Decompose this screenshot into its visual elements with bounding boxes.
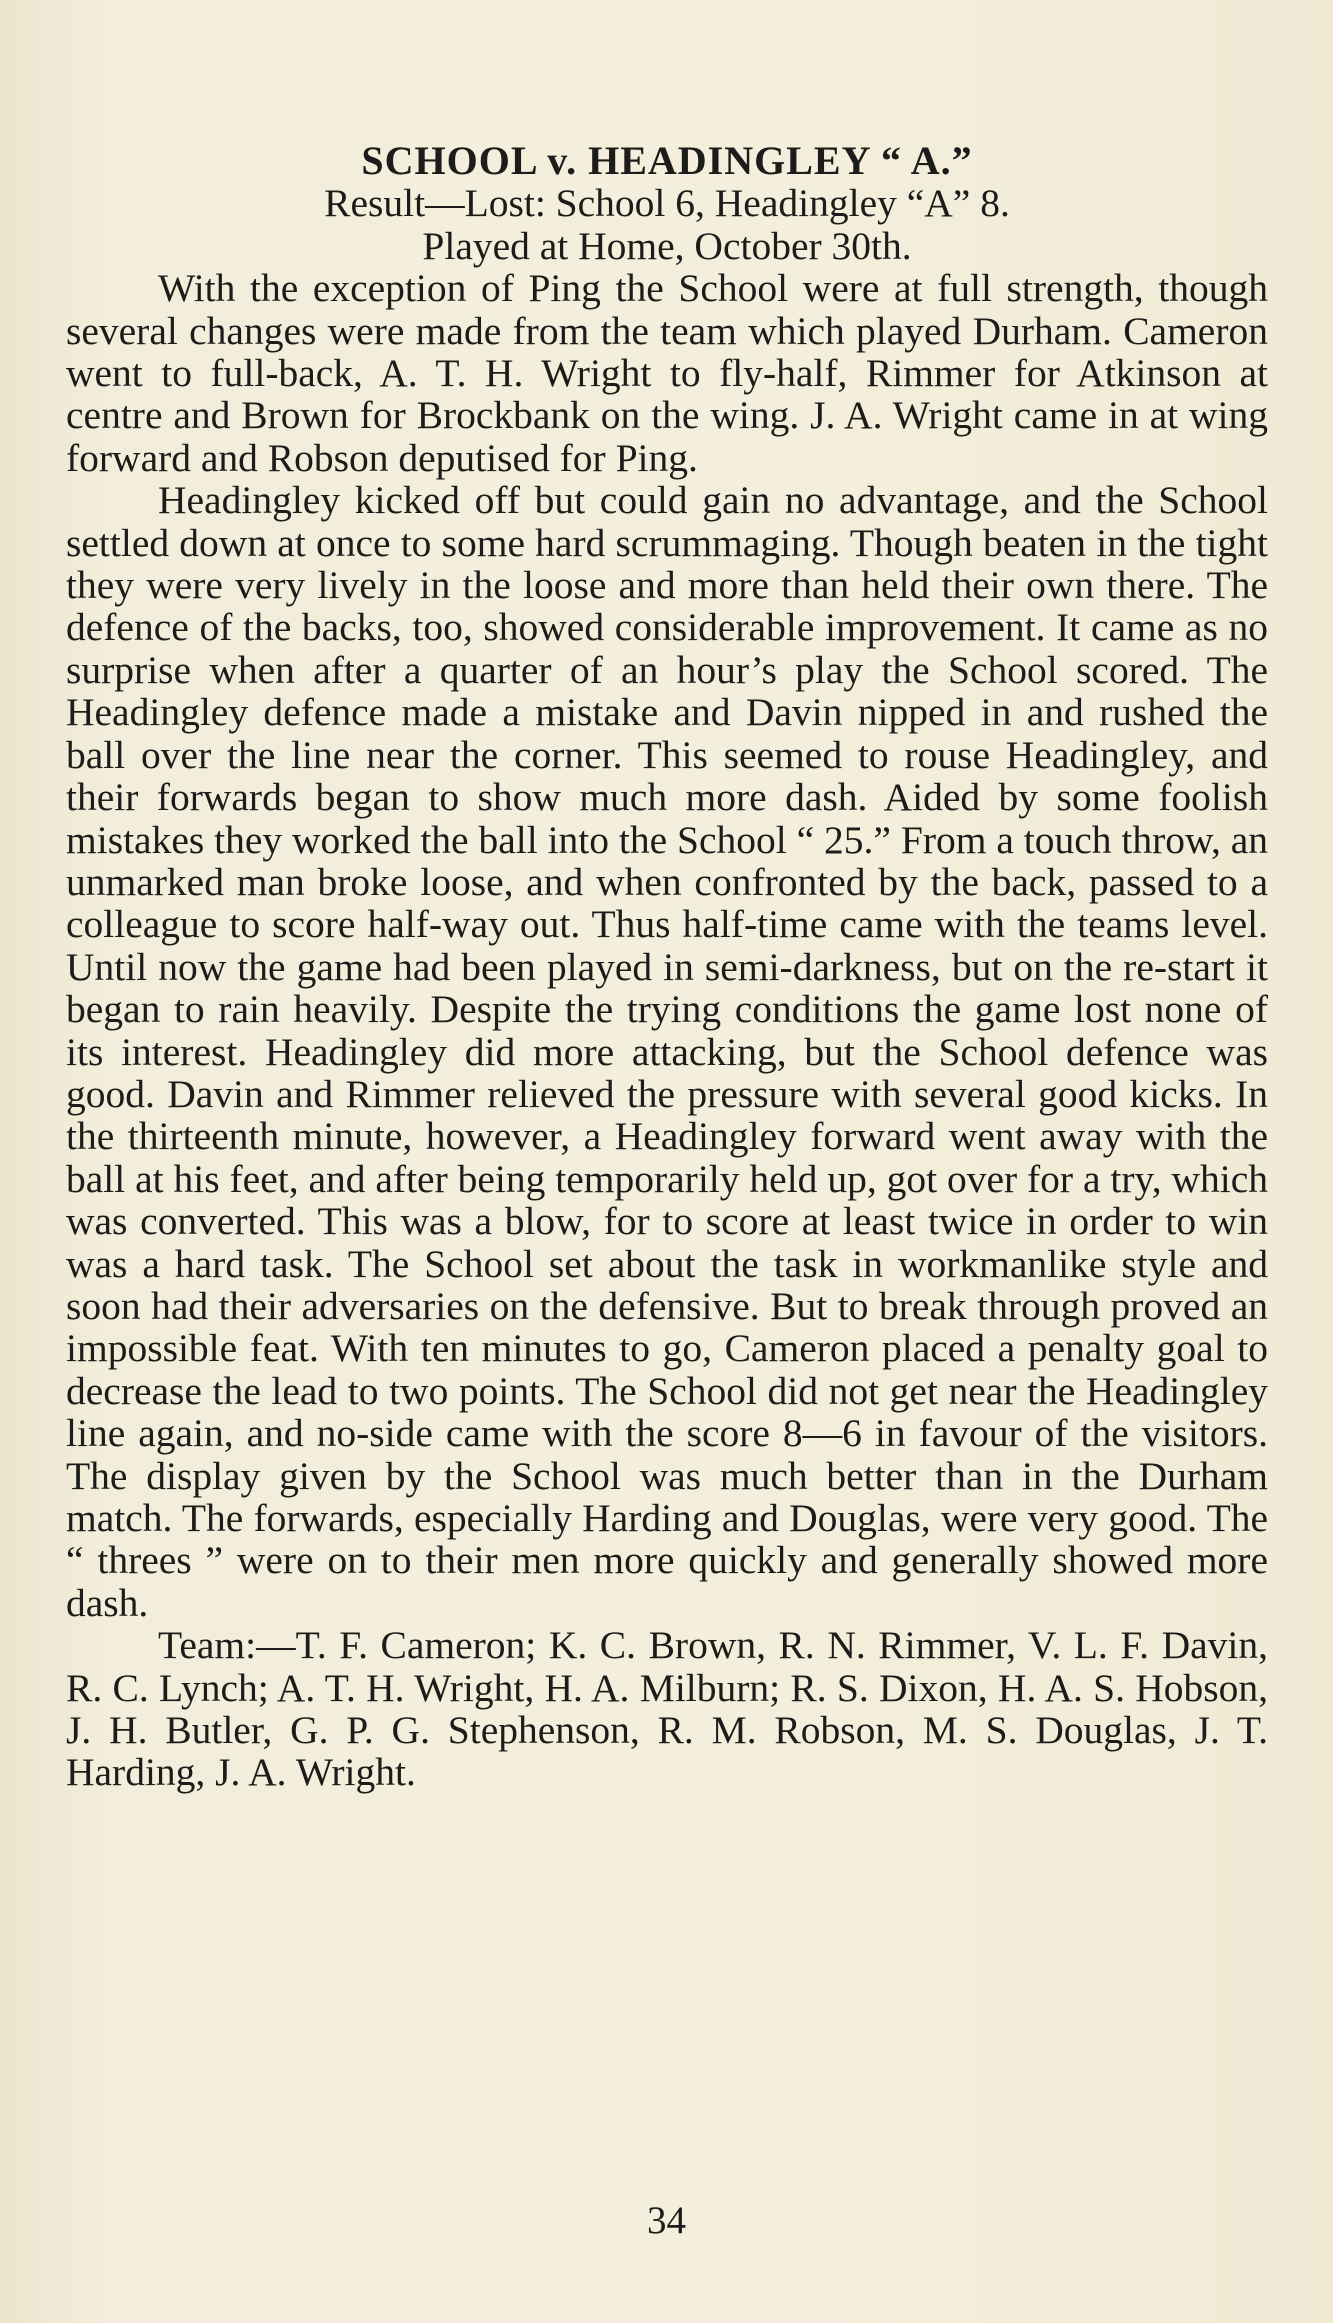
article-body <box>66 140 1268 1794</box>
match-result: Result—Lost: School 6, Headingley “A” 8. <box>324 181 1010 226</box>
paragraph-match-report: Headingley kicked off but could gain no advantage, and the School settled down at once to some hard scrummaging. Though beaten in the tight they were very lively in the loose and more than held their own there. The defence of the backs, too, showed considerable improvement. It came as no surprise when after a quarter of an hour’s play the School scored. The Headingley defence made a mistake and Davin nipped in and rushed the ball over the line near the corner. This seemed to rouse Headingley, and their forwards began to show much more dash. Aided by some foolish mistakes they worked the ball into the School “ 25.” From a touch throw, an unmarked man broke loose, and when confronted by the back, passed to a colleague to score half-way out. Thus half-time came with the teams level. Until now the game had been played in semi-darkness, but on the re-start it began to rain heavily. Despite the trying conditions the game lost none of its interest. Headingley did more attacking, but the School defence was good. Davin and Rimmer relieved the pressure with several good kicks. In the thirteenth minute, however, a Headingley forward went away with the ball at his feet, and after being temporarily held up, got over for a try, which was converted. This was a blow, for to score at least twice in order to win was a hard task. The School set about the task in workmanlike style and soon had their adversaries on the defensive. But to break through proved an impossible feat. With ten minutes to go, Cameron placed a penalty goal to decrease the lead to two points. The School did not get near the Headingley line again, and no-side came with the score 8—6 in favour of the visitors. The display given by the School was much better than in the Durham match. The forwards, especially Harding and Douglas, were very good. The “ threes ” were on to their men more quickly and generally showed more dash. <box>66 478 1268 1625</box>
page-number: 34 <box>647 2199 686 2242</box>
paragraph-team-changes: With the exception of Ping the School were at full strength, though several changes were made from the team which played Durham. Cameron went to full-back, A. T. H. Wright to fly-half, Rimmer for Atkinson at centre and Brown for Brockbank on the wing. J. A. Wright came in at wing forward and Robson deputised for Ping. <box>66 266 1268 480</box>
match-venue-date: Played at Home, October 30th. <box>422 223 912 268</box>
paragraph-team-list: Team:—T. F. Cameron; K. C. Brown, R. N. Rimmer, V. L. F. Davin, R. C. Lynch; A. T. H. Wright, H. A. Milburn; R. S. Dixon, H. A. S. Hobson, J. H. Butler, G. P. G. Stephenson, R. M. Robson, M. S. Douglas, J. T. Harding, J. A. Wright. <box>66 1623 1268 1795</box>
match-title: SCHOOL v. HEADINGLEY “ A.” <box>361 138 973 183</box>
